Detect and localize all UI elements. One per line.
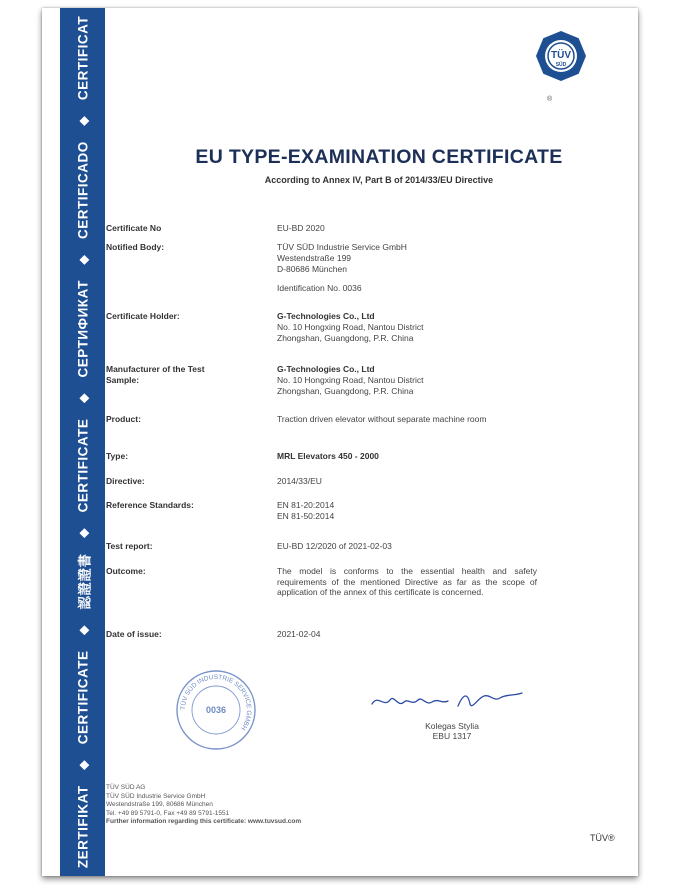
value-manufacturer: G-Technologies Co., Ltd No. 10 Hongxing Road, Nantou District Zhongshan, Guangdong, P.R. China: [277, 364, 424, 396]
value-test-report: EU-BD 12/2020 of 2021-02-03: [277, 541, 392, 551]
signer-block: [402, 721, 502, 741]
label-type: Type:: [106, 451, 129, 461]
band-diamond: ◆: [75, 528, 90, 538]
side-band-text: [60, 8, 105, 876]
tuv-logo: [535, 30, 587, 82]
band-word: CERTIFICATE: [75, 418, 90, 513]
band-diamond: ◆: [75, 254, 90, 265]
label-test-report: Test report:: [106, 541, 153, 551]
band-diamond: ◆: [75, 625, 90, 635]
certificate-subtitle: According to Annex IV, Part B of 2014/33/EU Directive: [264, 175, 494, 185]
certificate-page: [42, 8, 638, 876]
label-directive: Directive:: [106, 476, 145, 486]
label-product: Product:: [106, 414, 141, 424]
value-notified-body: TÜV SÜD Industrie Service GmbH Westendstraße 199 D-80686 München: [277, 242, 407, 274]
label-certificate-no: Certificate No: [106, 223, 162, 233]
side-band: [60, 8, 105, 876]
band-diamond: ◆: [75, 759, 90, 770]
value-product: Traction driven elevator without separate machine room: [277, 414, 487, 424]
band-word: ZERTIFIKAT: [75, 785, 90, 869]
label-outcome: Outcome:: [106, 566, 146, 576]
band-word: СЕРТИФИКАТ: [75, 280, 90, 378]
value-certificate-holder: G-Technologies Co., Ltd No. 10 Hongxing Road, Nantou District Zhongshan, Guangdong, P.R. China: [277, 311, 424, 343]
value-certificate-no: EU-BD 2020: [277, 223, 325, 233]
label-notified-body: Notified Body:: [106, 242, 165, 252]
certificate-title: EU TYPE-EXAMINATION CERTIFICATE: [195, 146, 563, 168]
band-diamond: ◆: [75, 393, 90, 403]
band-word: CERTIFICAT: [75, 15, 90, 101]
band-diamond: ◆: [75, 115, 90, 126]
signer-role: EBU 1317: [432, 731, 472, 741]
logo-sub: SÜD: [555, 62, 567, 68]
label-date-of-issue: Date of issue:: [106, 629, 162, 639]
value-directive: 2014/33/EU: [277, 476, 322, 486]
label-certificate-holder: Certificate Holder:: [106, 311, 180, 321]
band-word: CERTIFICATE: [75, 650, 90, 745]
logo-text: TÜV: [551, 50, 571, 61]
tuv-footer-mark: TÜV®: [590, 833, 615, 843]
band-word: CERTIFICADO: [75, 141, 90, 240]
official-stamp: [174, 668, 258, 752]
signature: [368, 682, 528, 716]
signer-name: Kolegas Stylia: [425, 721, 479, 731]
stamp-ring-text: TÜV SÜD INDUSTRIE SERVICE GMBH: [179, 673, 253, 732]
stamp-center-text: 0036: [205, 705, 227, 715]
band-word: 認證證書: [76, 553, 92, 610]
value-reference-standards: EN 81-20:2014 EN 81-50:2014: [277, 500, 335, 521]
value-identification-no: Identification No. 0036: [277, 283, 362, 293]
value-outcome: The model is conforms to the essential health and safety requirements of the mentioned Directive as far as the scope of application of the annex of this certificate is concerned.: [277, 566, 537, 597]
signature-stroke: [372, 693, 522, 706]
value-type: MRL Elevators 450 - 2000: [277, 451, 379, 461]
label-manufacturer: Manufacturer of the Test Sample:: [106, 364, 205, 385]
label-reference-standards: Reference Standards:: [106, 500, 194, 510]
logo-caption: ®: [547, 96, 553, 103]
value-date-of-issue: 2021-02-04: [277, 629, 321, 639]
footer-address: TÜV SÜD AG TÜV SÜD Industrie Service GmbH Westendstraße 199, 80686 München Tel. +49 89 5791-0, Fax +49 89 5791-1551 Further information regarding this certificate: www.tuvsud.com: [106, 784, 302, 825]
